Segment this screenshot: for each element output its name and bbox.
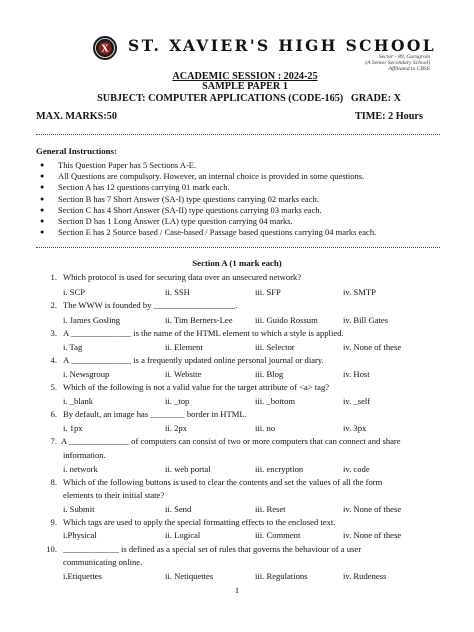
instruction-item: ● Section B has 7 Short Answer (SA-I) type questions carrying 02 marks each. xyxy=(40,193,319,204)
instruction-item: ● Section D has 1 Long Answer (LA) type question carrying 04 marks. xyxy=(40,216,293,227)
bullet-icon: ● xyxy=(40,161,45,169)
instruction-item: ● This Question Paper has 5 Sections A-E. xyxy=(40,160,197,170)
svg-text:X: X xyxy=(101,44,109,55)
session-title: ACADEMIC SESSION : 2024-25 xyxy=(172,71,318,82)
dotted-divider xyxy=(36,247,440,248)
instruction-item: ● Section E has 2 Source based / Case-based / Passage based questions carrying 04 marks each. xyxy=(40,227,377,238)
section-a-title: Section A (1 mark each) xyxy=(192,258,282,268)
school-address: Sector - 89, Gurugram xyxy=(379,54,430,60)
bullet-icon: ● xyxy=(40,228,45,237)
instructions-heading: General Instructions: xyxy=(36,146,117,156)
page-number: 1 xyxy=(235,586,239,595)
school-logo xyxy=(92,35,118,61)
bullet-icon: ● xyxy=(40,217,45,226)
school-affiliation: Affiliated to CBSE xyxy=(388,66,430,72)
instruction-item: ● Section C has 4 Short Answer (SA-II) type questions carrying 03 marks each. xyxy=(40,204,322,215)
question-paper-page: X ST. XAVIER'S HIGH SCHOOL Sector - 89, Gurugram (A Senior Secondary School) Affiliated to CBSE ACADEMIC SESSION : 2024-25 SAMPLE PAPER 1 SUBJECT: COMPUTER APPLICATIONS (CODE-165) GRADE: X MAX. MARKS:50 TIME: 2 Hours General Instructions: ● This Question Paper has 5 Sections A-E. ● All Questions are compulsory. However, an internal choice is provided in some questions. ● Section A has 12 questions carrying 01 mark each. ● Section B has 7 Short Answer (SA-I) type questions carrying 02 marks each. ● Section C has 4 Short Answer (SA-II) type questions carrying 03 marks each. ● Section D has 1 Long Answer (LA) type question carrying 04 marks. ● Section E has 2 Source based / Case-based / Passage based questions carrying 04 marks each. Section A (1 mark each) 1. Which protocol is used for securing data over an unsecured network? i. SCP ii. SSH iii. SFP iv. SMTP 2. The WWW is founded by ___________________. i. James Gosling ii. Tim Berners-Lee iii. Guido Rossum iv. Bill Gates 3. A ______________ is the name of the HTML element to which a style is applied. i. Tag ii. Element iii. Selector iv. None of these 4. A ______________ is a frequently updated online personal journal or diary. i. Newsgroup ii. Website iii. Blog iv. Host 5. Which of the following is not a valid value for the target attribute of <a> tag? i. _blank ii. _top iii. _bottom iv. _self 6. By default, an image has ________ border in HTML. i. 1px ii. 2px iii. no iv. 3px 7. A ______________ of computers can consist of two or more computers that can connect and share information. i. network ii. web portal iii. encryption iv. code 8. Which of the following buttons is used to clear the contents and set the values of all the form elements to their initial state? i. Submit ii. Send iii. Reset iv. None of these 9. Which tags are used to apply the special formatting effects to the enclosed text. i.Physical ii. Logical iii. Comment iv. None of these 10. _____________ is defined as a special set of rules that governs the behaviour of a user communicating online. i.Etiquettes ii. Netiquettes iii. Regulations iv. Rudeness 1 xyxy=(0,0,474,632)
bullet-icon: ● xyxy=(40,183,45,192)
instruction-item: ● All Questions are compulsory. However, an internal choice is provided in some questions. xyxy=(40,171,365,182)
paper-title: SAMPLE PAPER 1 xyxy=(202,81,288,92)
instructions-list xyxy=(40,160,450,238)
time-allowed: TIME: 2 Hours xyxy=(355,111,423,122)
instruction-item: ● Section A has 12 questions carrying 01 mark each. xyxy=(40,182,230,193)
school-name: ST. XAVIER'S HIGH SCHOOL xyxy=(128,36,437,55)
max-marks: MAX. MARKS:50 xyxy=(36,111,117,122)
bullet-icon: ● xyxy=(40,194,45,203)
dotted-divider xyxy=(36,134,440,135)
school-type: (A Senior Secondary School) xyxy=(365,60,430,66)
bullet-icon: ● xyxy=(40,205,45,214)
bullet-icon: ● xyxy=(40,172,45,181)
subject-title: SUBJECT: COMPUTER APPLICATIONS (CODE-165) GRADE: X xyxy=(97,93,401,104)
school-header xyxy=(0,32,474,72)
